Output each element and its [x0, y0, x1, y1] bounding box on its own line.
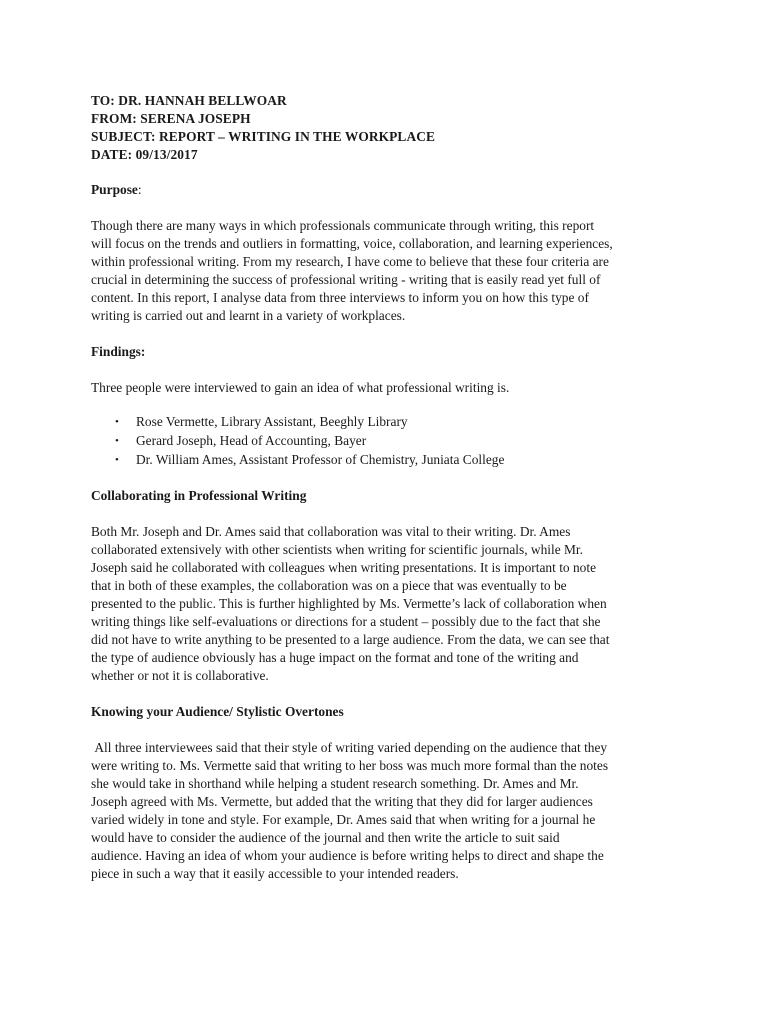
paragraph-line: presented to the public. This is further highlighted by Ms. Vermette’s lack of collaboration when	[91, 596, 607, 611]
collaborating-paragraph	[91, 523, 708, 685]
memo-subject: SUBJECT: REPORT – WRITING IN THE WORKPLACE	[91, 129, 436, 144]
paragraph-line: within professional writing. From my research, I have come to believe that these four criteria are	[91, 254, 609, 269]
paragraph-line: Both Mr. Joseph and Dr. Ames said that collaboration was vital to their writing. Dr. Ames	[91, 524, 571, 539]
memo-from: FROM: SERENA JOSEPH	[91, 111, 251, 126]
paragraph-line: the type of audience obviously has a huge impact on the format and tone of the writing and	[91, 650, 579, 665]
bullet-icon: •	[115, 435, 119, 447]
paragraph-line: whether or not it is collaborative.	[91, 668, 269, 683]
audience-paragraph	[91, 739, 708, 883]
paragraph-line: that in both of these examples, the collaboration was on a piece that was eventually to be	[91, 578, 567, 593]
interviewee-text: Rose Vermette, Library Assistant, Beeghly Library	[136, 414, 408, 429]
purpose-heading	[91, 181, 708, 199]
list-item	[91, 451, 708, 469]
paragraph-line: All three interviewees said that their style of writing varied depending on the audience that they	[91, 740, 608, 755]
findings-heading: Findings:	[91, 344, 146, 359]
paragraph-line: collaborated extensively with other scientists when writing for scientific journals, while Mr.	[91, 542, 583, 557]
paragraph-line: piece in such a way that it easily accessible to your intended readers.	[91, 866, 459, 881]
purpose-heading-colon: :	[137, 182, 142, 197]
interviewee-list	[91, 413, 708, 469]
paragraph-line: she would take in shorthand while helping a student research something. Dr. Ames and Mr.	[91, 776, 579, 791]
paragraph-line: Though there are many ways in which professionals communicate through writing, this report	[91, 218, 595, 233]
collaborating-heading: Collaborating in Professional Writing	[91, 488, 307, 503]
memo-to: TO: DR. HANNAH BELLWOAR	[91, 93, 287, 108]
paragraph-line: varied widely in tone and style. For example, Dr. Ames said that when writing for a journal he	[91, 812, 596, 827]
paragraph-line: content. In this report, I analyse data from three interviews to inform you on how this type of	[91, 290, 589, 305]
paragraph-line: were writing to. Ms. Vermette said that writing to her boss was much more formal than the notes	[91, 758, 609, 773]
paragraph-line: audience. Having an idea of whom your audience is before writing helps to direct and shape the	[91, 848, 604, 863]
findings-intro: Three people were interviewed to gain an idea of what professional writing is.	[91, 380, 510, 395]
interviewee-text: Gerard Joseph, Head of Accounting, Bayer	[136, 433, 367, 448]
paragraph-line: did not have to write anything to be presented to a large audience. From the data, we can see that	[91, 632, 610, 647]
paragraph-line: Joseph agreed with Ms. Vermette, but added that the writing that they did for larger audiences	[91, 794, 593, 809]
purpose-heading-text: Purpose	[91, 182, 138, 197]
list-item	[91, 413, 708, 431]
paragraph-line: crucial in determining the success of professional writing - writing that is easily read yet full of	[91, 272, 601, 287]
paragraph-line: writing things like self-evaluations or directions for a student – possibly due to the fact that she	[91, 614, 601, 629]
interviewee-text: Dr. William Ames, Assistant Professor of Chemistry, Juniata College	[136, 452, 505, 467]
paragraph-line: will focus on the trends and outliers in formatting, voice, collaboration, and learning experiences,	[91, 236, 613, 251]
bullet-icon: •	[115, 416, 119, 428]
paragraph-line: writing is carried out and learnt in a variety of workplaces.	[91, 308, 406, 323]
paragraph-line: would have to consider the audience of the journal and then write the article to suit said	[91, 830, 560, 845]
paragraph-line: Joseph said he collaborated with colleagues when writing presentations. It is important to note	[91, 560, 597, 575]
list-item	[91, 432, 708, 450]
purpose-paragraph	[91, 217, 708, 325]
memo-header	[91, 92, 708, 164]
bullet-icon: •	[115, 454, 119, 466]
memo-date: DATE: 09/13/2017	[91, 147, 198, 162]
audience-heading: Knowing your Audience/ Stylistic Overtones	[91, 704, 344, 719]
